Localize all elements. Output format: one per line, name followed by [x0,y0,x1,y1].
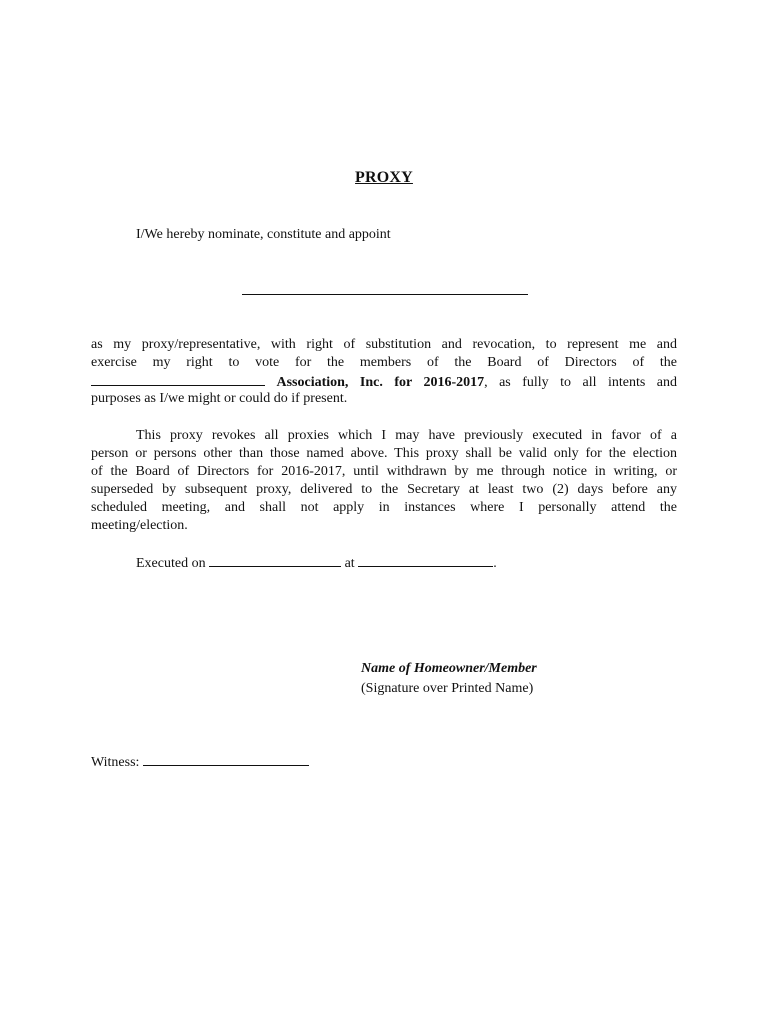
witness-label: Witness: [91,755,140,770]
association-label: Association, Inc. for 2016-2017 [276,375,485,390]
signatory-name-label: Name of Homeowner/Member [361,661,537,676]
paragraph-line: This proxy revokes all proxies which I may have previously executed in favor of a [136,428,677,443]
nominate-statement: I/We hereby nominate, constitute and appoint [136,227,391,242]
paragraph-line: purposes as I/we might or could do if present. [91,391,348,406]
signature-note: (Signature over Printed Name) [361,681,534,696]
execution-place-blank[interactable] [358,553,493,567]
paragraph-line: as my proxy/representative, with right of substitution and revocation, to represent me and [91,337,677,352]
executed-label: Executed on [136,556,206,571]
proxy-appointee-blank[interactable] [242,294,528,295]
association-name-blank[interactable] [91,372,265,386]
witness-line [91,752,309,772]
revocation-paragraph [91,427,677,535]
paragraph-line: scheduled meeting, and shall not apply in instances where I personally attend the [91,500,677,515]
executed-line [136,553,497,573]
paragraph-line-association [91,372,677,390]
paragraph-line: exercise my right to vote for the members of the Board of Directors of the [91,355,677,370]
witness-blank[interactable] [143,752,309,766]
paragraph-line: of the Board of Directors for 2016-2017, until withdrawn by me through notice in writing, or [91,464,677,479]
at-label: at [344,556,355,571]
execution-date-blank[interactable] [209,553,341,567]
document-title: PROXY [355,169,413,186]
paragraph-line: meeting/election. [91,518,188,533]
paragraph-line: person or persons other than those named above. This proxy shall be valid only for the election [91,446,677,461]
paragraph-line: superseded by subsequent proxy, delivered to the Secretary at least two (2) days before any [91,482,677,497]
appointment-paragraph [91,336,677,408]
executed-period: . [493,556,497,571]
paragraph-line-rest: , as fully to all intents and [484,375,678,390]
